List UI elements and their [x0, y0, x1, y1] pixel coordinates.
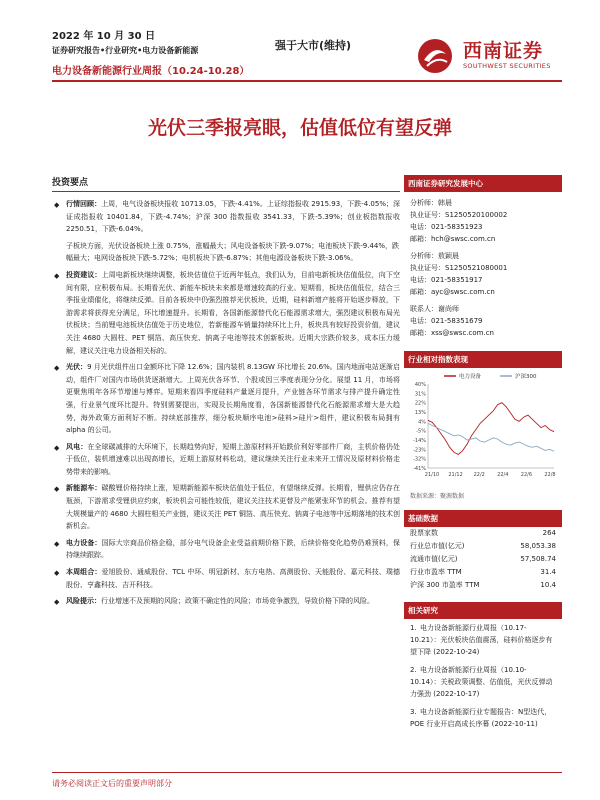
analyst-line2: 执业证号：S1250520100002	[410, 211, 508, 219]
table-row	[404, 579, 562, 592]
logo-name: 西南证券	[463, 40, 544, 62]
related-number: 3.	[410, 708, 417, 716]
related-item[interactable]	[404, 661, 562, 703]
y-tick-label: -14%	[413, 438, 426, 444]
chart-heading: 行业相对指数表现	[404, 351, 562, 368]
basic-data-heading: 基础数据	[404, 510, 562, 527]
bullet-item	[52, 482, 400, 532]
bullet-text: 爱旭股份、通威股份、TCL 中环、明冠新材、东方电热、高测股份、天能股份、嘉元科技、璞德股份、亨鑫科技、吉开科技。	[66, 568, 400, 589]
bullet-diamond-icon: ◆	[54, 364, 60, 373]
investment-highlights	[52, 175, 400, 612]
logo-subtitle: SOUTHWEST SECURITIES	[463, 62, 551, 70]
y-tick-label: 13%	[414, 410, 426, 416]
analyst-line4[interactable]: 邮箱：ayc@swsc.com.cn	[410, 288, 495, 296]
bullet-text: 上周电新板块继续调整，板块估值位于近两年低点，我们认为，目前电新板块估值低位，向下空间有限，应积极布局。长期看光伏、新能车板块未来都是增速较高的行业。短期看，板块估值低位，结合三季报业绩催化，将继续反弹。目前各板块中仍强烈推荐光伏板块，近期，硅料新增产能将开始逐步释放，下游需求将获得充分满足，环比增速提升。长期看，各国新能源替代化石能源需求增大，强烈建议积极布局光伏板块；当前锂电池板块估值处于历史地位，若新能源车销量持续环比上升，板块具有较好投资价值，建议关注 4680 大圆柱、PET 铜箔、高压快充、钠离子电池等技术创新板块。近期大宗跌价较多，成本压力缓解，建议关注电力设备相关标的。	[66, 270, 401, 355]
x-tick-label: 22/4	[497, 472, 509, 478]
bullet-text: 上周，电气设备板块报收 10713.05，下跌-4.41%。上证综指报收 2915.93，下跌-4.05%；深证成指报收 10401.84，下跌-4.74%；沪深 300 指数报收 3541.33，下跌-5.39%；创业板指数报收 2250.51，下跌-6.04%。	[66, 200, 401, 234]
related-number: 2.	[410, 666, 417, 674]
logo-emblem-icon	[415, 36, 457, 76]
y-tick-label: 4%	[418, 419, 426, 426]
bullet-text: 碳酸锂价格持续上涨，短期新能源车板块估值处于低位，有望继续反弹。长期看，锂供应仍存在瓶颈，下游需求受锂供应约束，板块机会可能性较低，建议关注技术更替及产能紧张环节的机会。推荐有望大规模量产的 4680 大圆柱相关产业链，建议关注 PET 铜箔、高压快充、钠离子电池等中远期落地的技术创新机会。	[66, 484, 401, 531]
analyst-line1: 分析师：敖颖晨	[410, 252, 459, 260]
basic-data-table	[404, 527, 562, 592]
related-item[interactable]	[404, 619, 562, 661]
row-value: 31.4	[540, 568, 556, 576]
bullet-label: 风电：	[66, 442, 88, 451]
y-tick-label: -41%	[413, 466, 426, 472]
bullet-text: 子板块方面，光伏设备板块上涨 0.75%，涨幅最大；风电设备板块下跌-9.07%；电池板块下跌-9.44%，跌幅最大；电网设备板块下跌-5.72%；电机板块下跌-6.87%；其他电源设备板块下跌-3.06%。	[66, 241, 399, 263]
y-tick-label: -23%	[413, 447, 426, 454]
series-line-1	[428, 423, 554, 451]
team-heading: 西南证券研究发展中心	[404, 175, 562, 192]
sidebar	[404, 175, 562, 733]
y-tick-label: 22%	[414, 400, 426, 407]
bullet-item	[52, 269, 400, 357]
section-heading: 投资要点	[52, 175, 400, 192]
analyst-card	[404, 298, 562, 339]
x-tick-label: 22/8	[544, 472, 556, 478]
row-key: 股票家数	[410, 529, 438, 537]
bullet-list	[52, 198, 400, 608]
bullet-diamond-icon: ◆	[54, 539, 60, 548]
analyst-list	[404, 192, 562, 339]
bullet-diamond-icon: ◆	[54, 569, 60, 578]
row-key: 流通市值(亿元)	[410, 555, 458, 563]
bullet-text: 行业增速不及预期的风险；政策不确定性的风险；市场竞争激烈，导致价格下降的风险。	[101, 597, 374, 606]
company-logo	[415, 36, 565, 76]
row-key: 沪深 300 市盈率 TTM	[410, 581, 480, 589]
report-date: 2022 年 10 月 30 日	[52, 31, 156, 42]
report-category: 证券研究报告•行业研究•电力设备新能源	[52, 46, 199, 55]
bullet-label: 风险提示：	[66, 597, 101, 606]
analyst-line3: 电话：021-58351923	[410, 223, 483, 231]
row-key: 行业市盈率 TTM	[410, 568, 462, 576]
disclaimer-note: 请务必阅读正文后的重要声明部分	[52, 779, 172, 788]
y-tick-label: -5%	[416, 428, 426, 435]
bullet-text: 9 月光伏组件出口金额环比下降 12.6%；国内装机 8.13GW 环比增长 20.6%。国内地面电站逐渐启动，组件厂对国内市场供货逐渐增大。上周光伏各环节、个股或因三季度表现分分化。展望 11 月，市场将更聚焦明年各环节增速与博弈。短期来看四季度硅料产量逐月提升，产业链各环节需求与排产提升确定性强，行业景气度环比提升。特别需要提出，实现及长期角度看，各国新能源替代化石能源需求增大是大趋势，海外政策方面利好不断。持续底部推荐，细分板块顺序电池>硅料>硅片>组件，建议积极布局拥有 alpha 的公司。	[66, 363, 401, 435]
bullet-label: 投资建议：	[66, 270, 102, 279]
analyst-line3: 电话：021-58351917	[410, 276, 483, 284]
analyst-line4[interactable]: 邮箱：hch@swsc.com.cn	[410, 235, 496, 243]
y-tick-label: -32%	[413, 456, 426, 463]
row-value: 264	[542, 529, 556, 537]
related-number: 1.	[410, 624, 417, 632]
bullet-text: 国际大宗商品价格企稳，部分电气设备企业受益前期价格下跌，后续价格变化趋势仍难预料，保持继续跟踪。	[66, 538, 401, 560]
analyst-line2: 执业证号：S1250521080001	[410, 264, 508, 272]
bullet-label: 光伏：	[66, 363, 88, 372]
bullet-diamond-icon: ◆	[54, 485, 60, 494]
y-tick-label: 31%	[414, 391, 426, 398]
bullet-diamond-icon: ◆	[54, 201, 60, 209]
bullet-diamond-icon: ◆	[54, 271, 60, 280]
bullet-label: 本周组合：	[66, 568, 102, 577]
weekly-title: 电力设备新能源行业周报（10.24-10.28）	[52, 66, 250, 77]
analyst-card	[404, 245, 562, 298]
bullet-item	[52, 240, 400, 265]
analyst-card	[404, 192, 562, 245]
legend-label: 电力设备	[459, 374, 482, 380]
analyst-line1: 分析师：韩晨	[410, 199, 452, 207]
bullet-diamond-icon: ◆	[54, 443, 60, 452]
related-title: 电力设备新能源行业周报（10.10-10.14）：关税政策调整、估值低，光伏反弹动力强劲 (2022-10-17)	[410, 666, 553, 698]
legend-label: 沪深300	[515, 374, 537, 380]
row-key: 行业总市值(亿元)	[410, 542, 465, 550]
table-row	[404, 566, 562, 579]
chart-source: 数据来源：聚源数据	[410, 493, 465, 500]
row-value: 58,053.38	[520, 542, 556, 550]
x-tick-label: 21/10	[424, 472, 440, 478]
related-title: 电力设备新能源行业周报（10.17-10.21）：光伏板块估值震荡，硅料价格逐步有望下降 (2022-10-24)	[410, 624, 553, 656]
row-value: 57,508.74	[520, 555, 556, 563]
analyst-line2: 电话：021-58351679	[410, 317, 483, 325]
relative-index-chart	[404, 368, 562, 486]
table-row	[404, 540, 562, 553]
y-tick-label: 40%	[414, 382, 426, 388]
x-tick-label: 22/6	[520, 472, 533, 478]
x-tick-label: 21/12	[448, 472, 463, 478]
bullet-label: 电力设备：	[66, 538, 102, 547]
bullet-item	[52, 595, 400, 608]
table-row	[404, 527, 562, 540]
related-heading: 相关研究	[404, 602, 562, 619]
table-row	[404, 553, 562, 566]
report-title: 光伏三季报亮眼，估值低位有望反弹	[147, 117, 452, 139]
rating: 强于大市(维持)	[275, 39, 352, 52]
bullet-diamond-icon: ◆	[54, 598, 60, 607]
bullet-item	[52, 537, 400, 562]
bullet-item	[52, 361, 400, 437]
analyst-line3[interactable]: 邮箱：xss@swsc.com.cn	[410, 329, 494, 337]
related-title: 电力设备新能源行业专题报告：N型迭代，POE 行业开启高成长序幕 (2022-10-11)	[410, 708, 552, 728]
related-item[interactable]	[404, 703, 562, 733]
bullet-text: 在全球碳减排的大环境下，长期趋势向好，短期上游原材料开始跌价利好零部件厂商，主机价格仍处于低位，装机增速难以出现高增长，近期上游原材料松动，建议继续关注行业未来开工情况及原材料价格走势带来的影响。	[66, 442, 401, 476]
row-value: 10.4	[540, 581, 556, 589]
bullet-item	[52, 441, 400, 479]
header-divider	[52, 80, 562, 82]
bullet-item	[52, 566, 400, 591]
x-tick-label: 22/2	[473, 472, 485, 478]
bullet-label: 行情回顾：	[66, 200, 102, 208]
bullet-label: 新能源车：	[66, 484, 102, 493]
analyst-line1: 联系人：谢尚师	[410, 305, 459, 313]
related-research-list	[404, 619, 562, 733]
footer-divider	[52, 772, 562, 773]
bullet-item	[52, 198, 400, 236]
